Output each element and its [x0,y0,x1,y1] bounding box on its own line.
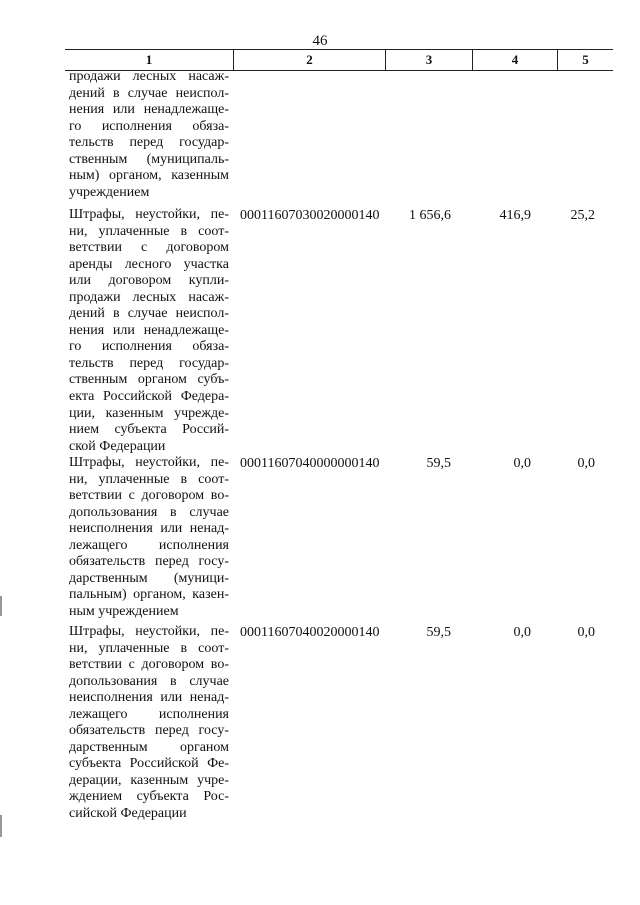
value-col3: 1 656,6 [409,208,451,223]
description-line: ным учреждением [69,603,179,619]
description-line: ственным органом субъ- [69,372,229,388]
description-line: допользования в случае [69,673,229,689]
column-header-2: 2 [306,52,313,67]
description-line: го исполнения обяза- [69,118,229,134]
description-line: лежащего исполнения [69,537,229,553]
description-line: ветствии с договором [69,240,229,256]
description-line: дерации, казенным учре- [69,772,229,788]
description-line: нием субъекта Россий- [69,422,229,438]
description-line: тельств перед государ- [69,135,229,151]
scan-edge-mark [0,815,2,837]
description-line: учреждением [69,184,150,200]
description-line: нения или ненадлежаще- [69,102,229,118]
value-col3: 59,5 [426,456,451,471]
description-line: ни, уплаченные в соот- [69,640,229,656]
description-line: Штрафы, неустойки, пе- [69,624,229,639]
description-line: Штрафы, неустойки, пе- [69,455,229,470]
description-line: или договором купли- [69,273,229,289]
column-header-5: 5 [582,52,589,67]
budget-code: 00011607030020000140 [240,208,380,223]
description-line: ветствии с договором во- [69,657,229,673]
description-line: обязательств перед госу- [69,723,229,739]
row-description [69,624,229,823]
description-line: ветствии с договором во- [69,488,229,504]
description-line: лежащего исполнения [69,706,229,722]
description-line: продажи лесных насаж- [69,289,229,305]
description-line: го исполнения обяза- [69,339,229,355]
description-line: ции, казенным учрежде- [69,405,229,421]
value-col3: 59,5 [426,625,451,640]
description-line: допользования в случае [69,504,229,520]
description-line: обязательств перед госу- [69,554,229,570]
description-line: ным) органом, казенным [69,168,229,184]
column-header-4: 4 [511,52,519,67]
description-line: дарственным органом [69,739,229,755]
description-line: Штрафы, неустойки, пе- [69,207,229,222]
value-col5: 0,0 [577,456,595,471]
continuation-description [69,69,229,201]
description-line: дарственным (муници- [69,570,229,586]
description-line: тельств перед государ- [69,355,229,371]
budget-code: 00011607040020000140 [240,625,380,640]
description-line: ни, уплаченные в соот- [69,471,229,487]
description-line: нения или ненадлежаще- [69,322,229,338]
description-line: пальным) органом, казен- [69,587,229,603]
scan-edge-mark [0,596,2,616]
value-col4: 0,0 [513,625,531,640]
budget-code: 00011607040000000140 [240,456,380,471]
value-col5: 25,2 [570,208,595,223]
description-line: ственным (муниципаль- [69,151,229,167]
column-header-3: 3 [425,52,433,67]
row-description [69,455,229,620]
description-line: ждением субъекта Рос- [69,789,229,805]
row-description [69,207,229,455]
description-line: дений в случае неиспол- [69,85,229,101]
description-line: аренды лесного участка [69,256,229,272]
description-line: екта Российской Федера- [69,389,229,405]
description-line: неисполнения или ненад- [69,521,229,537]
description-line: неисполнения или ненад- [69,690,229,706]
description-line: дений в случае неиспол- [69,306,229,322]
description-line: сийской Федерации [69,806,187,822]
description-line: продажи лесных насаж- [69,69,229,84]
column-header-1: 1 [145,52,153,67]
value-col5: 0,0 [577,625,595,640]
description-line: субъекта Российской Фе- [69,756,229,772]
page-number: 46 [312,33,328,49]
description-line: ской Федерации [69,438,166,454]
value-col4: 0,0 [513,456,531,471]
description-line: ни, уплаченные в соот- [69,223,229,239]
table-header [65,49,613,71]
value-col4: 416,9 [499,208,531,223]
